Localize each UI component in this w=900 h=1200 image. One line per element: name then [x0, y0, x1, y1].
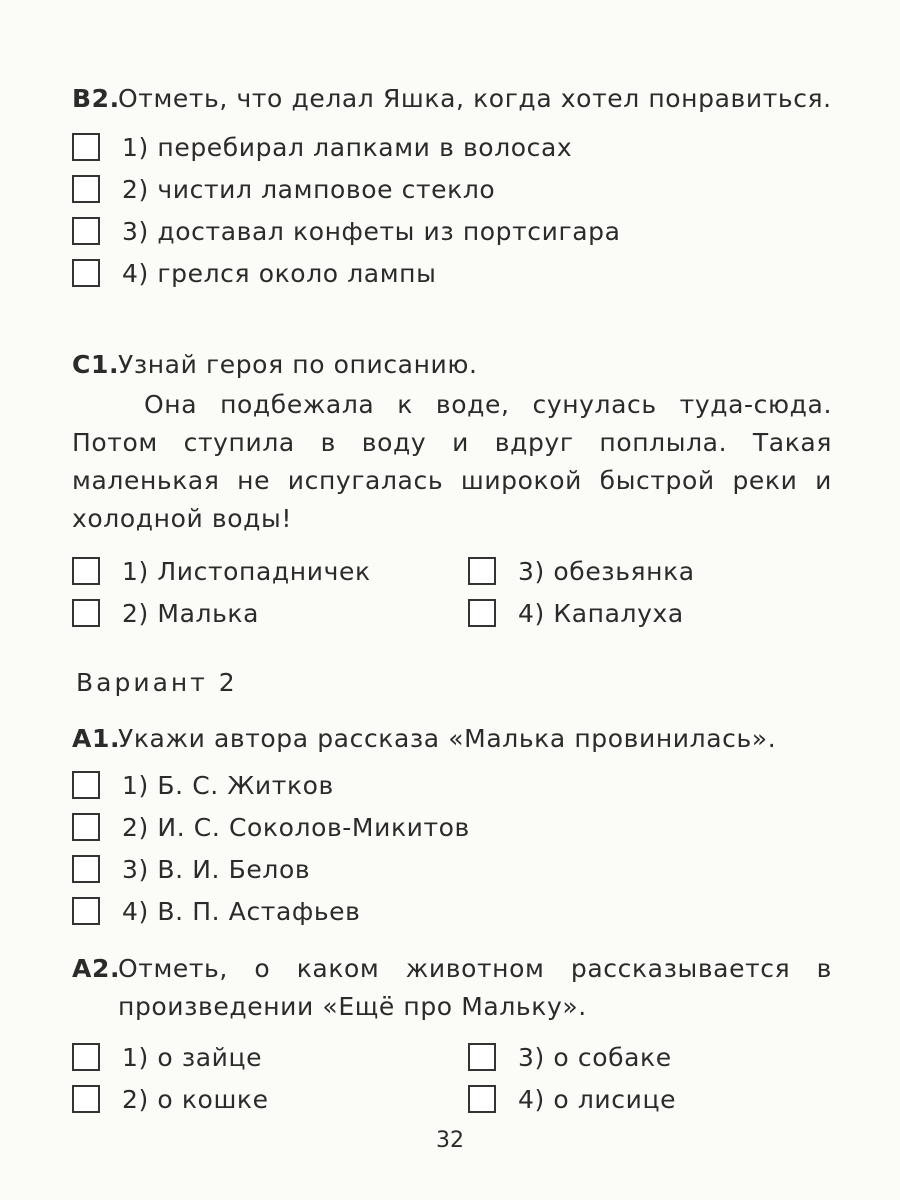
checkbox[interactable] — [468, 599, 496, 627]
checkbox[interactable] — [72, 897, 100, 925]
answer-option[interactable] — [72, 890, 832, 932]
option-label: 3) обезьянка — [518, 556, 695, 586]
checkbox[interactable] — [468, 1085, 496, 1113]
variant-title: Вариант 2 — [76, 668, 238, 697]
question-a2 — [72, 950, 832, 1120]
option-label: 1) Листопадничек — [122, 556, 371, 586]
answer-option[interactable] — [72, 210, 832, 252]
option-label: 3) В. И. Белов — [122, 854, 311, 884]
question-a1 — [72, 720, 832, 932]
answer-option[interactable] — [468, 592, 828, 634]
option-label: 4) В. П. Астафьев — [122, 896, 361, 926]
question-text: Узнай героя по описанию. — [118, 350, 478, 379]
checkbox[interactable] — [72, 557, 100, 585]
answer-option[interactable] — [468, 1036, 828, 1078]
checkbox[interactable] — [72, 1085, 100, 1113]
option-label: 2) о кошке — [122, 1084, 269, 1114]
option-label: 2) Малька — [122, 598, 260, 628]
answer-option[interactable] — [72, 126, 832, 168]
checkbox[interactable] — [72, 813, 100, 841]
checkbox[interactable] — [72, 855, 100, 883]
answer-option[interactable] — [468, 1078, 828, 1120]
option-label: 4) Капалуха — [518, 598, 684, 628]
answer-option[interactable] — [72, 1036, 468, 1078]
option-label: 2) И. С. Соколов-Микитов — [122, 812, 470, 842]
answer-option[interactable] — [72, 168, 832, 210]
checkbox[interactable] — [72, 259, 100, 287]
option-label: 1) о зайце — [122, 1042, 263, 1072]
question-number: А2. — [72, 954, 121, 983]
checkbox[interactable] — [72, 1043, 100, 1071]
question-number: B2. — [72, 84, 120, 113]
checkbox[interactable] — [468, 1043, 496, 1071]
answer-option[interactable] — [72, 550, 468, 592]
checkbox[interactable] — [72, 175, 100, 203]
option-label: 4) грелся около лампы — [122, 258, 437, 288]
checkbox[interactable] — [72, 217, 100, 245]
option-label: 3) о собаке — [518, 1042, 672, 1072]
option-label: 1) перебирал лапками в волосах — [122, 132, 573, 162]
checkbox[interactable] — [72, 599, 100, 627]
page-number: 32 — [436, 1128, 464, 1153]
answer-option[interactable] — [72, 848, 832, 890]
option-label: 2) чистил ламповое стекло — [122, 174, 496, 204]
question-number: С1. — [72, 350, 120, 379]
option-label: 1) Б. С. Житков — [122, 770, 334, 800]
answer-option[interactable] — [72, 252, 832, 294]
question-text: Отметь, что делал Яшка, когда хотел понравиться. — [118, 84, 832, 113]
answer-option[interactable] — [72, 1078, 468, 1120]
question-text: Укажи автора рассказа «Малька провинилась». — [118, 724, 777, 753]
answer-option[interactable] — [468, 550, 828, 592]
option-label: 3) доставал конфеты из портсигара — [122, 216, 621, 246]
answer-option[interactable] — [72, 764, 832, 806]
option-label: 4) о лисице — [518, 1084, 677, 1114]
answer-option[interactable] — [72, 592, 468, 634]
question-text: Отметь, о каком животном рассказывается в произведении «Ещё про Мальку». — [118, 954, 832, 1021]
question-number: А1. — [72, 724, 121, 753]
question-b2 — [72, 80, 832, 294]
checkbox[interactable] — [72, 771, 100, 799]
description-passage: Она подбежала к воде, сунулась туда-сюда. Потом ступила в воду и вдруг поплыла. Такая маленькая не испугалась широкой быстрой реки и холодной воды! — [72, 390, 832, 533]
checkbox[interactable] — [72, 133, 100, 161]
answer-option[interactable] — [72, 806, 832, 848]
question-c1 — [72, 346, 832, 634]
checkbox[interactable] — [468, 557, 496, 585]
